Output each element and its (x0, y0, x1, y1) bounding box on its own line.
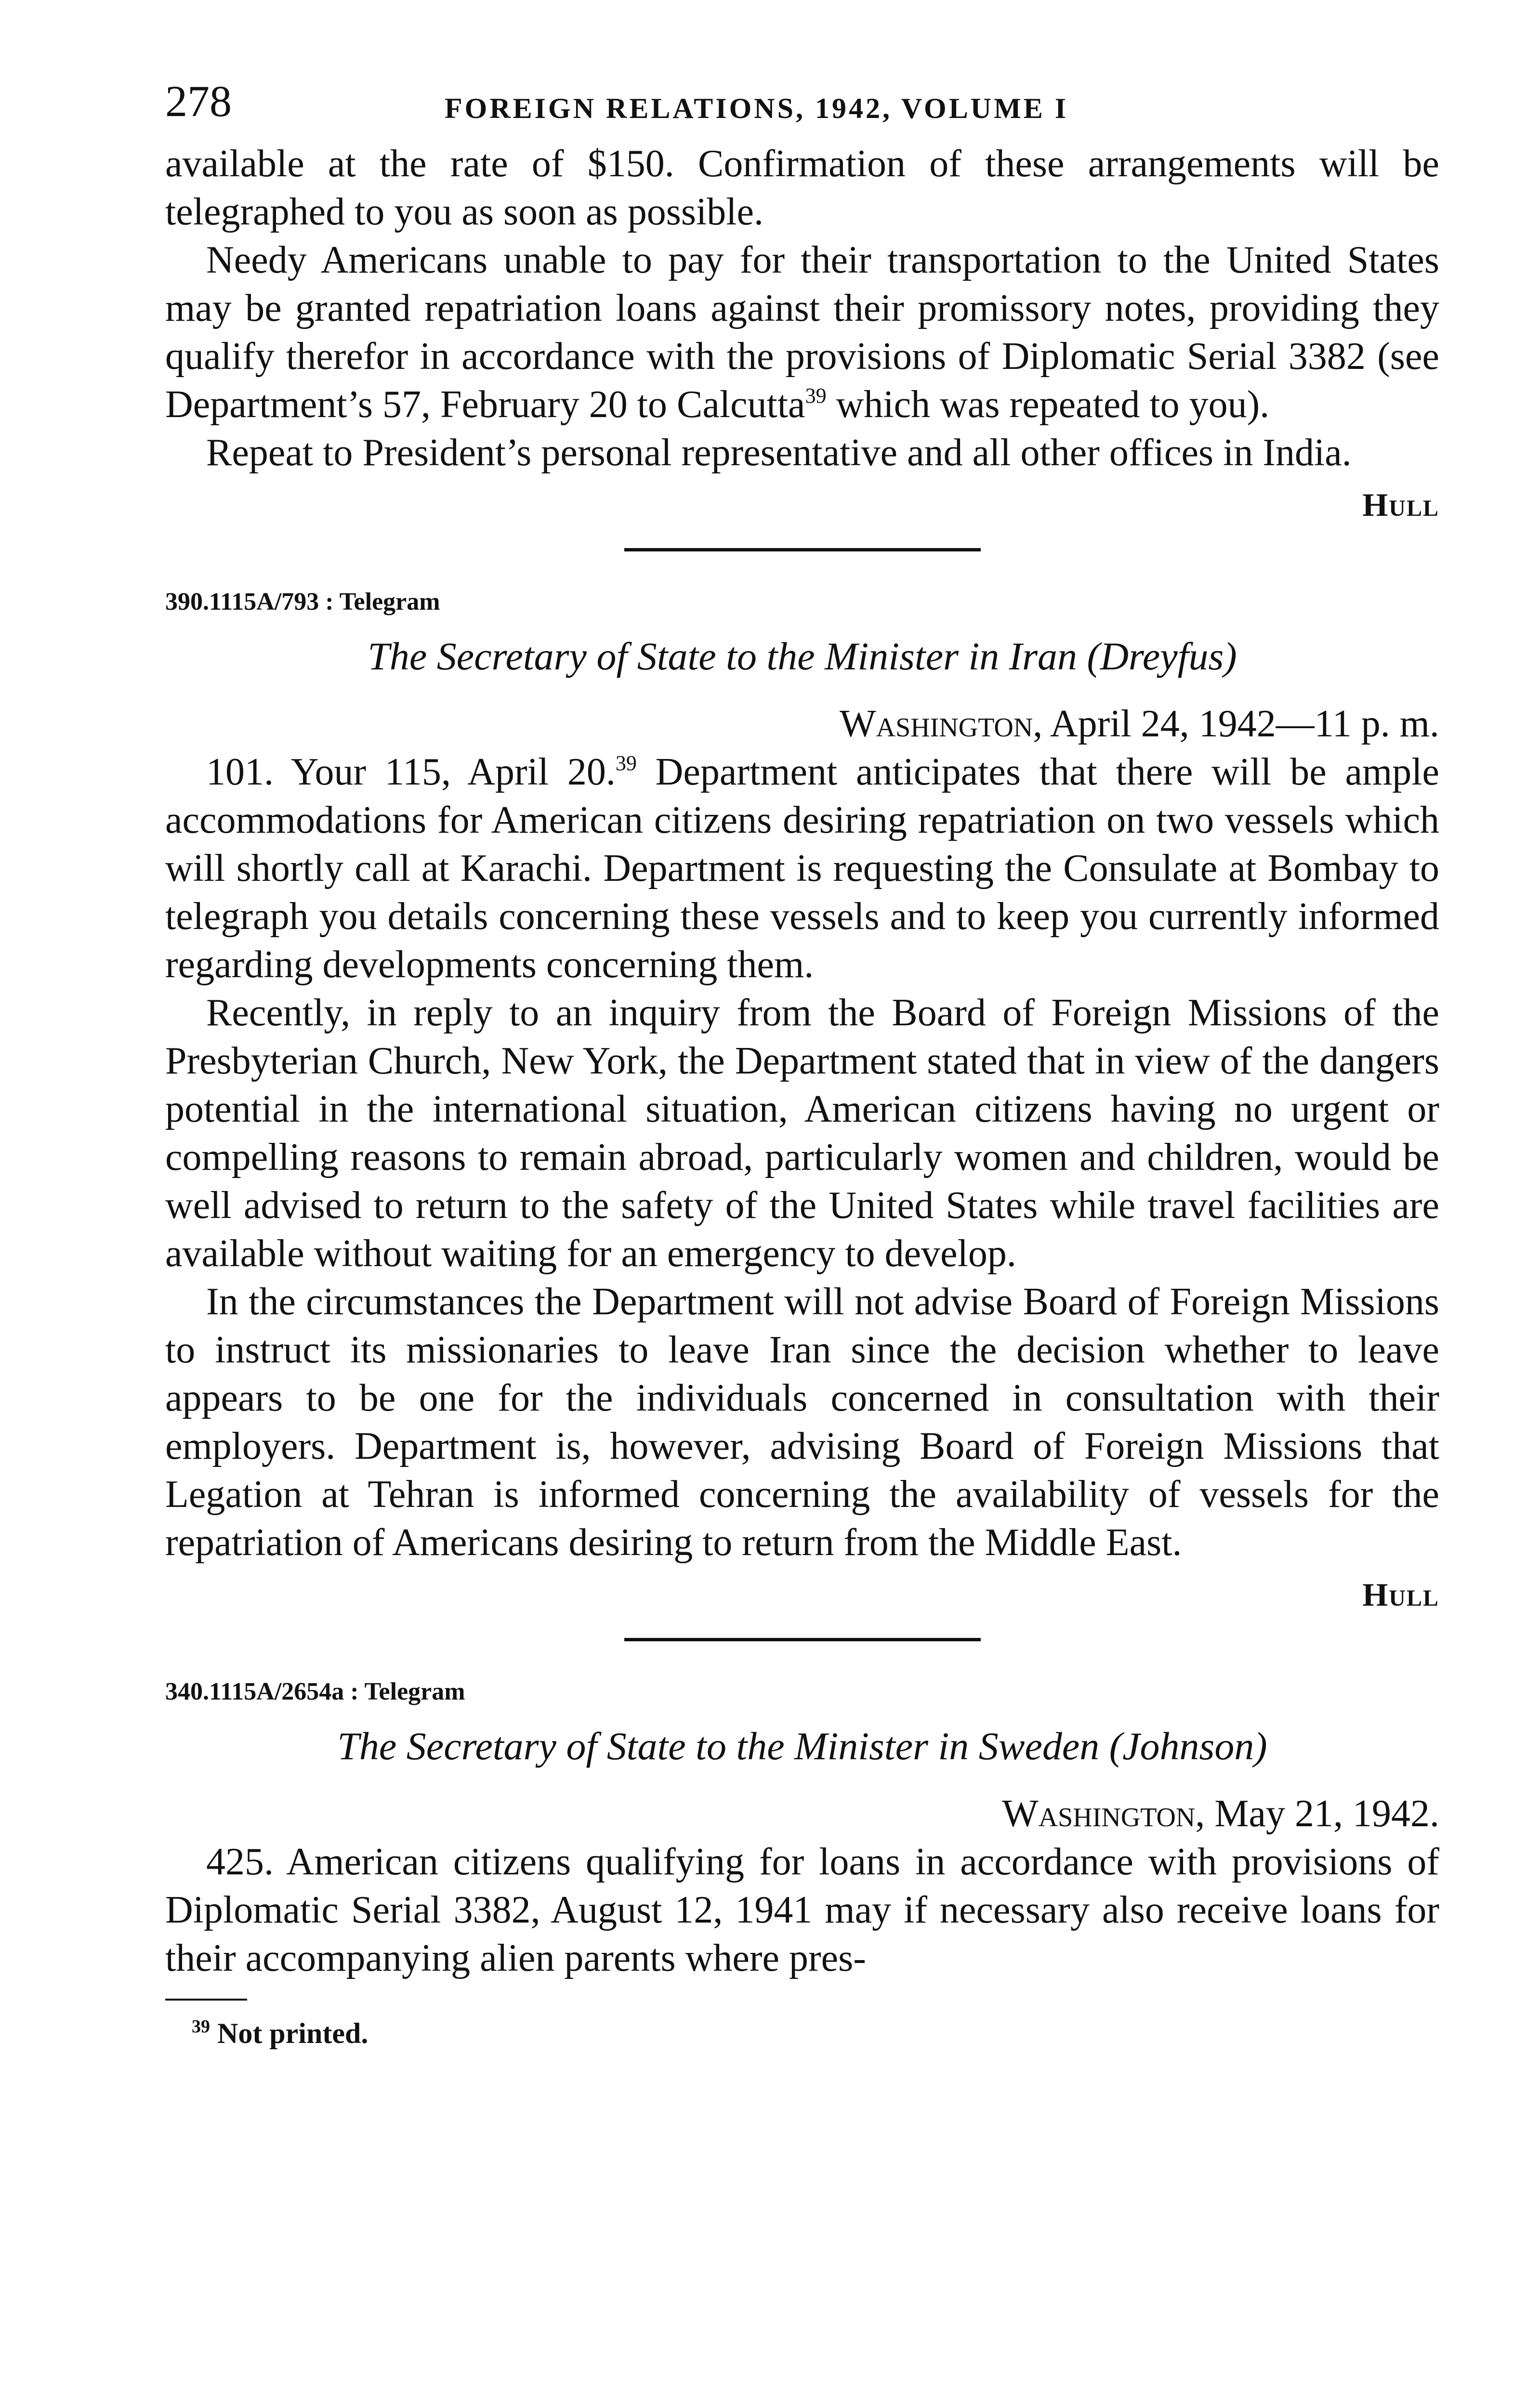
paragraph-text: which was repeated to you). (826, 383, 1270, 426)
paragraph-text: Department anticipates that there will be ample accommodations for American citizens desiring repatriation on two vessels which will shortly call at Karachi. Department is requesting the Consulate at Bombay to telegraph you details concerning these vessels and to keep you currently informed regarding developments concerning them. (165, 751, 1439, 986)
file-reference: 390.1115A/793 : Telegram (165, 588, 440, 615)
section-continued-telegram (165, 140, 1439, 529)
paragraph-text: 101. Your 115, April 20. (206, 751, 616, 793)
section-telegram-iran (165, 585, 1439, 1619)
dateline-date: April 24, 1942—11 p. m. (1042, 703, 1439, 745)
file-reference: 340.1115A/2654a : Telegram (165, 1678, 465, 1705)
dateline-date: May 21, 1942. (1205, 1793, 1439, 1835)
document-page (165, 72, 1439, 2057)
footnote-ref: 39 (805, 384, 827, 407)
running-head: FOREIGN RELATIONS, 1942, VOLUME I (445, 92, 1069, 124)
footnote-number: 39 (192, 2016, 210, 2037)
section-telegram-sweden (165, 1675, 1439, 1982)
signature: Hull (1362, 1576, 1439, 1613)
section-divider (624, 1638, 981, 1641)
document-title: The Secretary of State to the Minister in Sweden (Johnson) (337, 1724, 1267, 1768)
signature: Hull (1362, 486, 1439, 523)
section-divider (624, 548, 981, 551)
paragraph (165, 748, 1439, 989)
paragraph (165, 236, 1439, 429)
page-number: 278 (165, 77, 232, 126)
dateline (165, 700, 1439, 748)
dateline (165, 1790, 1439, 1838)
paragraph: available at the rate of $150. Confirmation of these arrangements will be telegraphed to you as soon as possible. (165, 143, 1439, 233)
footnote-ref: 39 (615, 751, 637, 775)
footnote (165, 2009, 1439, 2057)
paragraph: 425. American citizens qualifying for loans in accordance with provisions of Diplomatic Serial 3382, August 12, 1941 may if necessary also receive loans for their accompanying alien parents where pres- (165, 1841, 1439, 1979)
dateline-place: Washington, (1002, 1793, 1205, 1835)
paragraph: Repeat to President’s personal representative and all other offices in India. (206, 432, 1352, 474)
page-header (165, 72, 1439, 140)
document-title: The Secretary of State to the Minister in Iran (Dreyfus) (368, 634, 1237, 678)
dateline-place: Washington, (840, 703, 1043, 745)
footnote-text: Not printed. (217, 2017, 368, 2049)
paragraph: In the circumstances the Department will not advise Board of Foreign Missions to instruct its missionaries to leave Iran since the decision whether to leave appears to be one for the individuals concerned in consultation with their employers. Department is, however, advising Board of Foreign Missions that Legation at Tehran is informed concerning the availability of vessels for the repatriation of Americans desiring to return from the Middle East. (165, 1281, 1439, 1564)
paragraph-text: Needy Americans unable to pay for their transportation to the United States may be granted repatriation loans against their promissory notes, providing they qualify therefor in accordance with the provisions of Diplomatic Serial 3382 (see Department’s 57, February 20 to Calcutta (165, 239, 1439, 426)
footnote-divider (165, 1999, 247, 2001)
paragraph: Recently, in reply to an inquiry from the Board of Foreign Missions of the Presbyterian Church, New York, the Department stated that in view of the dangers potential in the international situation, American citizens having no urgent or compelling reasons to remain abroad, particularly women and children, would be well advised to return to the safety of the United States while travel facilities are available without waiting for an emergency to develop. (165, 992, 1439, 1275)
